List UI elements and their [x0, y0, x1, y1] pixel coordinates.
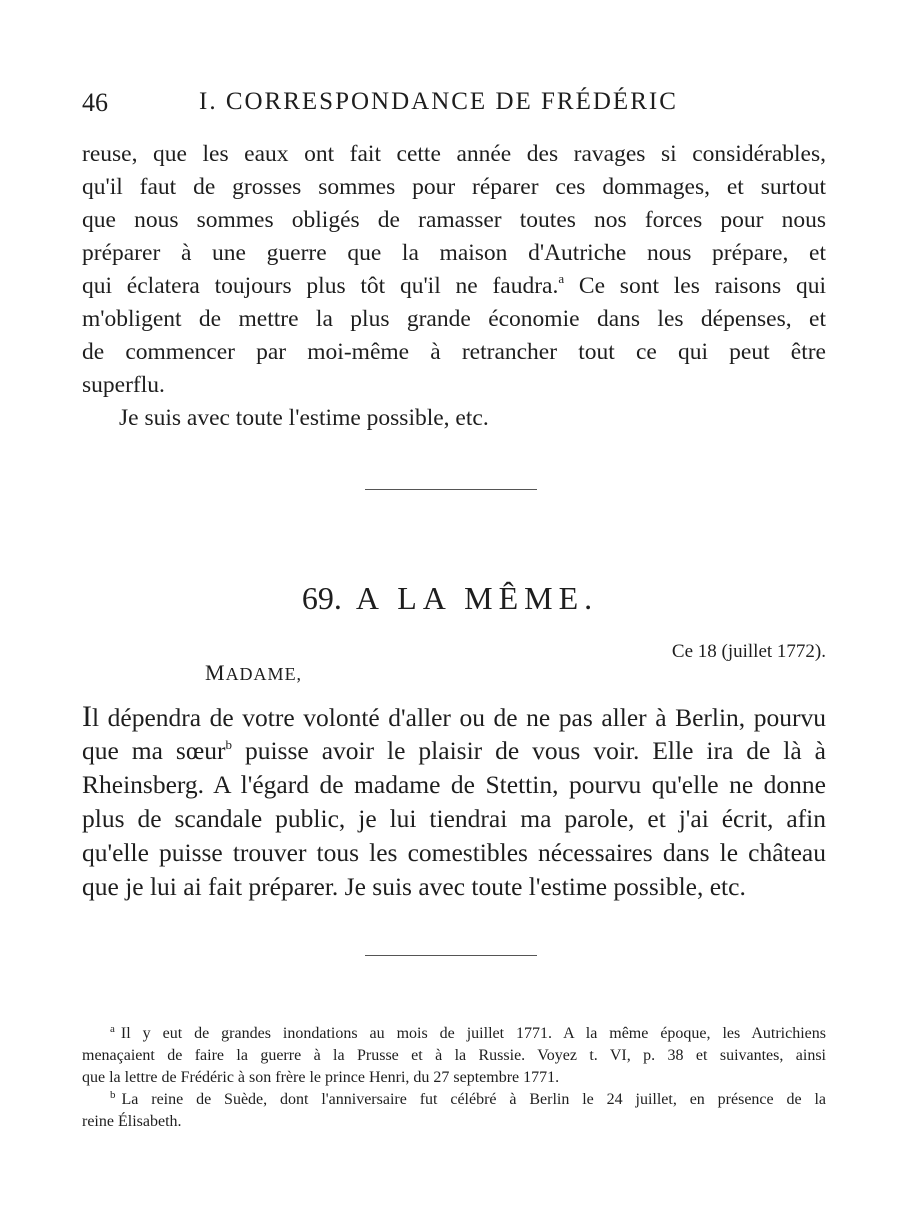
running-head [82, 88, 822, 128]
text-segment: que ma sœur [82, 736, 226, 765]
dateline: Ce 18 (juillet 1772). [671, 641, 826, 662]
salutation-rest: ADAME, [225, 664, 303, 684]
letter-heading [0, 580, 900, 617]
text-line: de commencer par moi-même à retrancher tout ce qui peut être [82, 339, 826, 365]
letter-title: A LA MÊME. [355, 580, 599, 616]
footnote-ref-b: b [225, 737, 232, 752]
footnote-text: La reine de Suède, dont l'anniversaire fut célébré à Berlin le 24 juillet, en présence de la [121, 1091, 826, 1108]
text-segment: qui éclatera toujours plus tôt qu'il ne faudra. [82, 273, 559, 299]
text-line [82, 734, 826, 768]
text-segment: Ce sont les raisons qui [564, 273, 826, 299]
letter-body [82, 700, 826, 904]
footnotes [82, 1023, 826, 1133]
salutation [205, 660, 302, 686]
letter-number: 69. [301, 580, 342, 616]
text-line: préparer à une guerre que la maison d'Autriche nous prépare, et [82, 240, 826, 266]
footnote-line: reine Élisabeth. [82, 1113, 182, 1130]
text-line: que je lui ai fait préparer. Je suis avec toute l'estime possible, etc. [82, 872, 746, 901]
text-line: superflu. [82, 372, 165, 398]
footnote-mark: a [110, 1023, 115, 1035]
closing-formula: Je suis avec toute l'estime possible, etc. [119, 405, 489, 431]
text-line: qu'il faut de grosses sommes pour réparer ces dommages, et surtout [82, 174, 826, 200]
text-line: plus de scandale public, je lui tiendrai ma parole, et j'ai écrit, afin [82, 804, 826, 833]
footnote-line: menaçaient de faire la guerre à la Prusse et à la Russie. Voyez t. VI, p. 38 et suivantes, ainsi [82, 1047, 826, 1064]
text-segment: l dépendra de votre volonté d'aller ou de ne pas aller à Berlin, pourvu [92, 703, 826, 732]
text-line: que nous sommes obligés de ramasser toutes nos forces pour nous [82, 207, 826, 233]
text-line: m'obligent de mettre la plus grande économie dans les dépenses, et [82, 306, 826, 332]
text-line: Rheinsberg. A l'égard de madame de Stettin, pourvu qu'elle ne donne [82, 770, 826, 799]
footnote-ref-a: a [558, 271, 565, 286]
page-number: 46 [82, 88, 108, 117]
text-line: qu'elle puisse trouver tous les comestibles nécessaires dans le château [82, 838, 826, 867]
previous-letter-text [82, 138, 826, 435]
footnote-text: Il y eut de grandes inondations au mois de juillet 1771. A la même époque, les Autrichiens [120, 1025, 826, 1042]
salutation-capital: M [205, 660, 226, 685]
running-title: I. CORRESPONDANCE DE FRÉDÉRIC [199, 88, 678, 115]
text-line [82, 270, 826, 303]
drop-capital: I [82, 700, 92, 733]
footnote-line [82, 1023, 826, 1045]
section-divider [365, 489, 537, 490]
footnote-line: que la lettre de Frédéric à son frère le prince Henri, du 27 septembre 1771. [82, 1069, 560, 1086]
text-line [82, 700, 826, 734]
text-line: reuse, que les eaux ont fait cette année des ravages si considérables, [82, 141, 826, 167]
footnote-line [82, 1089, 826, 1111]
text-segment: puisse avoir le plaisir de vous voir. Elle ira de là à [232, 736, 826, 765]
section-divider [365, 955, 537, 956]
footnote-mark: b [110, 1089, 116, 1101]
